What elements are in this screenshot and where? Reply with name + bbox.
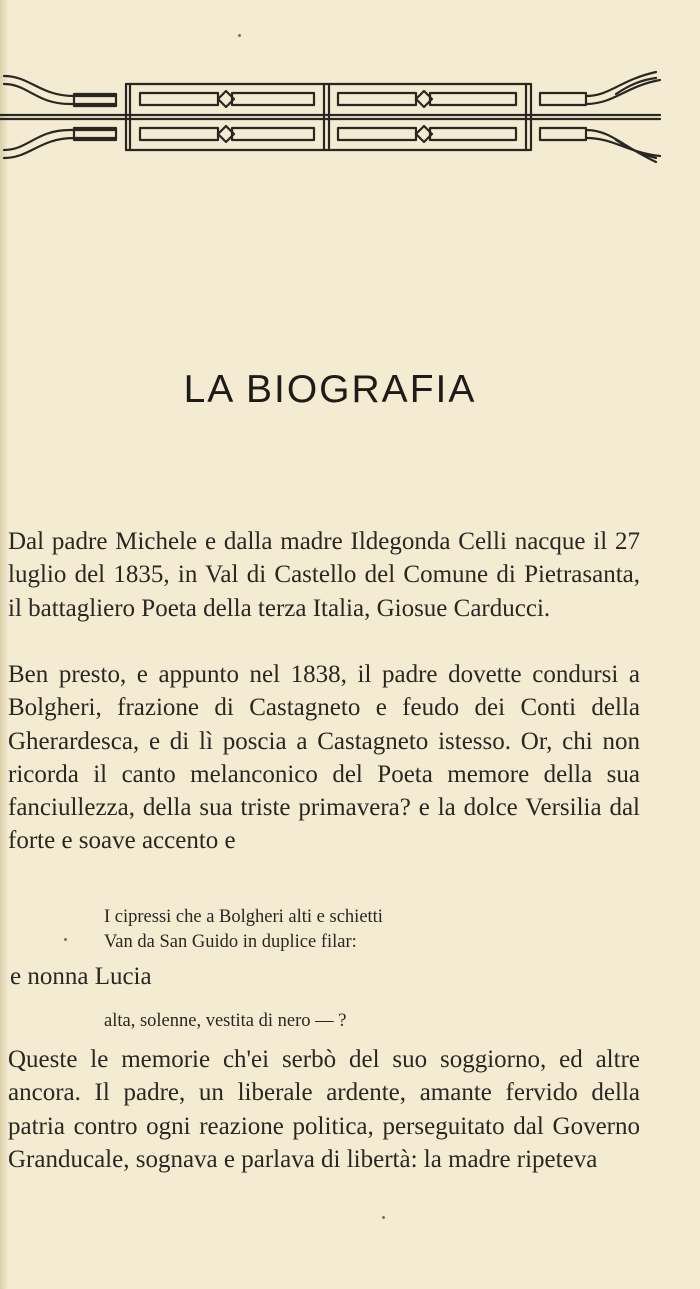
paper-speck — [64, 938, 67, 941]
paragraph-birth: Dal padre Michele e dalla madre Ildegonda Celli nacque il 27 luglio del 1835, in Val di Castello del Comune di Pietrasanta, il battagliero Poeta della terza Italia, Giosue Carducci. — [8, 528, 640, 622]
verse-line-3: alta, solenne, vestita di nero — ? — [104, 1011, 347, 1031]
verse-line-1: I cipressi che a Bolgheri alti e schietti — [104, 907, 383, 927]
line-nonna-lucia: e nonna Lucia — [10, 963, 152, 990]
paper-speck — [238, 34, 241, 37]
decorative-header-ornament — [0, 66, 664, 170]
paper-speck — [382, 1216, 385, 1219]
verse-line-2: Van da San Guido in duplice filar: — [104, 932, 357, 952]
chapter-title: LA BIOGRAFIA — [183, 368, 477, 411]
paragraph-childhood: Ben presto, e appunto nel 1838, il padre dovette condursi a Bolgheri, frazione di Castagneto e feudo dei Conti della Gherardesca, e di lì poscia a Castagneto istesso. Or, chi non ricorda il canto melanconico del Poeta memore della sua fanciullezza, della sua triste primavera? e la dolce Versilia dal forte e soave accento e — [8, 661, 640, 855]
paragraph-memories: Queste le memorie ch'ei serbò del suo soggiorno, ed altre ancora. Il padre, un liberale ardente, amante fervido della patria contro ogni reazione politica, perseguitato dal Governo Granducale, sognava e parlava di libertà: la madre ripeteva — [8, 1046, 640, 1173]
page-edge-shadow — [0, 0, 8, 1289]
